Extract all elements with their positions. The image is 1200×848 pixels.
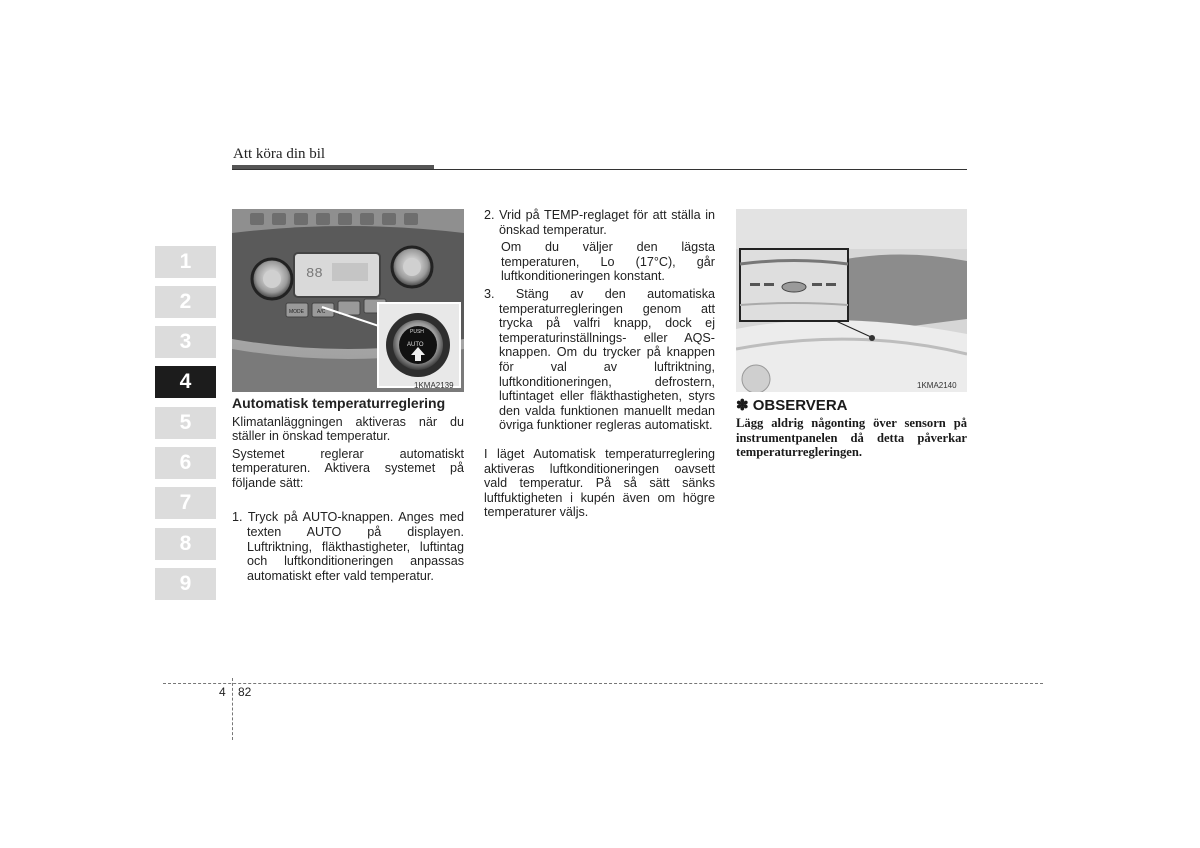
note-title: ✽ OBSERVERA [736, 397, 848, 414]
chapter-tab-6[interactable]: 6 [155, 447, 216, 479]
chapter-tab-4[interactable]: 4 [155, 366, 216, 398]
chapter-tab-1[interactable]: 1 [155, 246, 216, 278]
chapter-tab-7[interactable]: 7 [155, 487, 216, 519]
header-rule [232, 169, 967, 170]
climate-panel-illustration [232, 209, 464, 392]
chapter-tab-8[interactable]: 8 [155, 528, 216, 560]
chapter-tab-5[interactable]: 5 [155, 407, 216, 439]
footer-chapter-number: 4 [219, 685, 226, 699]
svg-text:AUTO: AUTO [407, 342, 424, 348]
dashboard-sensor-photo [736, 209, 967, 392]
chapter-tab-3[interactable]: 3 [155, 326, 216, 358]
figure-caption-left: 1KMA2139 [414, 381, 454, 390]
list-item: 1. Tryck på AUTO-knappen. Anges med texten AUTO på displayen. Luftriktning, fläkthastigheter, luftintag och luftkonditioneringen anpassas automatiskt efter vald temperatur. [232, 510, 464, 583]
chapter-tab-9[interactable]: 9 [155, 568, 216, 600]
running-header: Att köra din bil [233, 146, 326, 162]
footer-rule [163, 683, 1043, 684]
list-item: 3. Stäng av den automatiska temperaturregleringen genom att trycka på valfri knapp, dock ej temperaturinställnings- eller AQS-knappen. Om du trycker på knappen för val av luftriktning, luftkonditioneringen, defrostern, luftintaget eller fläkthastigheten, styrs den valda funktionen manuellt medan övriga funktioner regleras automatiskt. [484, 286, 715, 433]
list-item: 2. Vrid på TEMP-reglaget för att ställa in önskad temperatur. [484, 208, 715, 237]
column-2 [484, 208, 715, 520]
paragraph: I läget Automatisk temperaturreglering aktiveras luftkonditioneringen oavsett vald temperatur. På så sätt sänks luftfuktigheten i kupén även om högre temperaturer väljs. [484, 446, 715, 520]
car-sensor-illustration [736, 209, 967, 392]
paragraph: Systemet reglerar automatiskt temperaturen. Aktivera systemet på följande sätt: [232, 446, 464, 490]
svg-text:88: 88 [306, 266, 323, 282]
note-text: Lägg aldrig någonting över sensorn på instrumentpanelen då detta påverkar temperaturregleringen. [736, 416, 967, 459]
svg-text:A/C: A/C [317, 309, 326, 315]
observera-note [736, 396, 967, 460]
column-1 [232, 396, 464, 583]
paragraph: Om du väljer den lägsta temperaturen, Lo (17°C), går luftkonditioneringen konstant. [501, 240, 715, 284]
paragraph: Klimatanläggningen aktiveras när du ställer in önskad temperatur. [232, 414, 464, 444]
climate-panel-photo [232, 209, 464, 392]
chapter-tab-2[interactable]: 2 [155, 286, 216, 318]
section-heading: Automatisk temperaturreglering [232, 395, 446, 411]
svg-text:PUSH: PUSH [410, 329, 424, 335]
footer-page-number: 82 [238, 685, 252, 699]
footer-divider [232, 678, 233, 740]
figure-caption-right: 1KMA2140 [917, 381, 957, 390]
svg-text:MODE: MODE [289, 309, 304, 315]
